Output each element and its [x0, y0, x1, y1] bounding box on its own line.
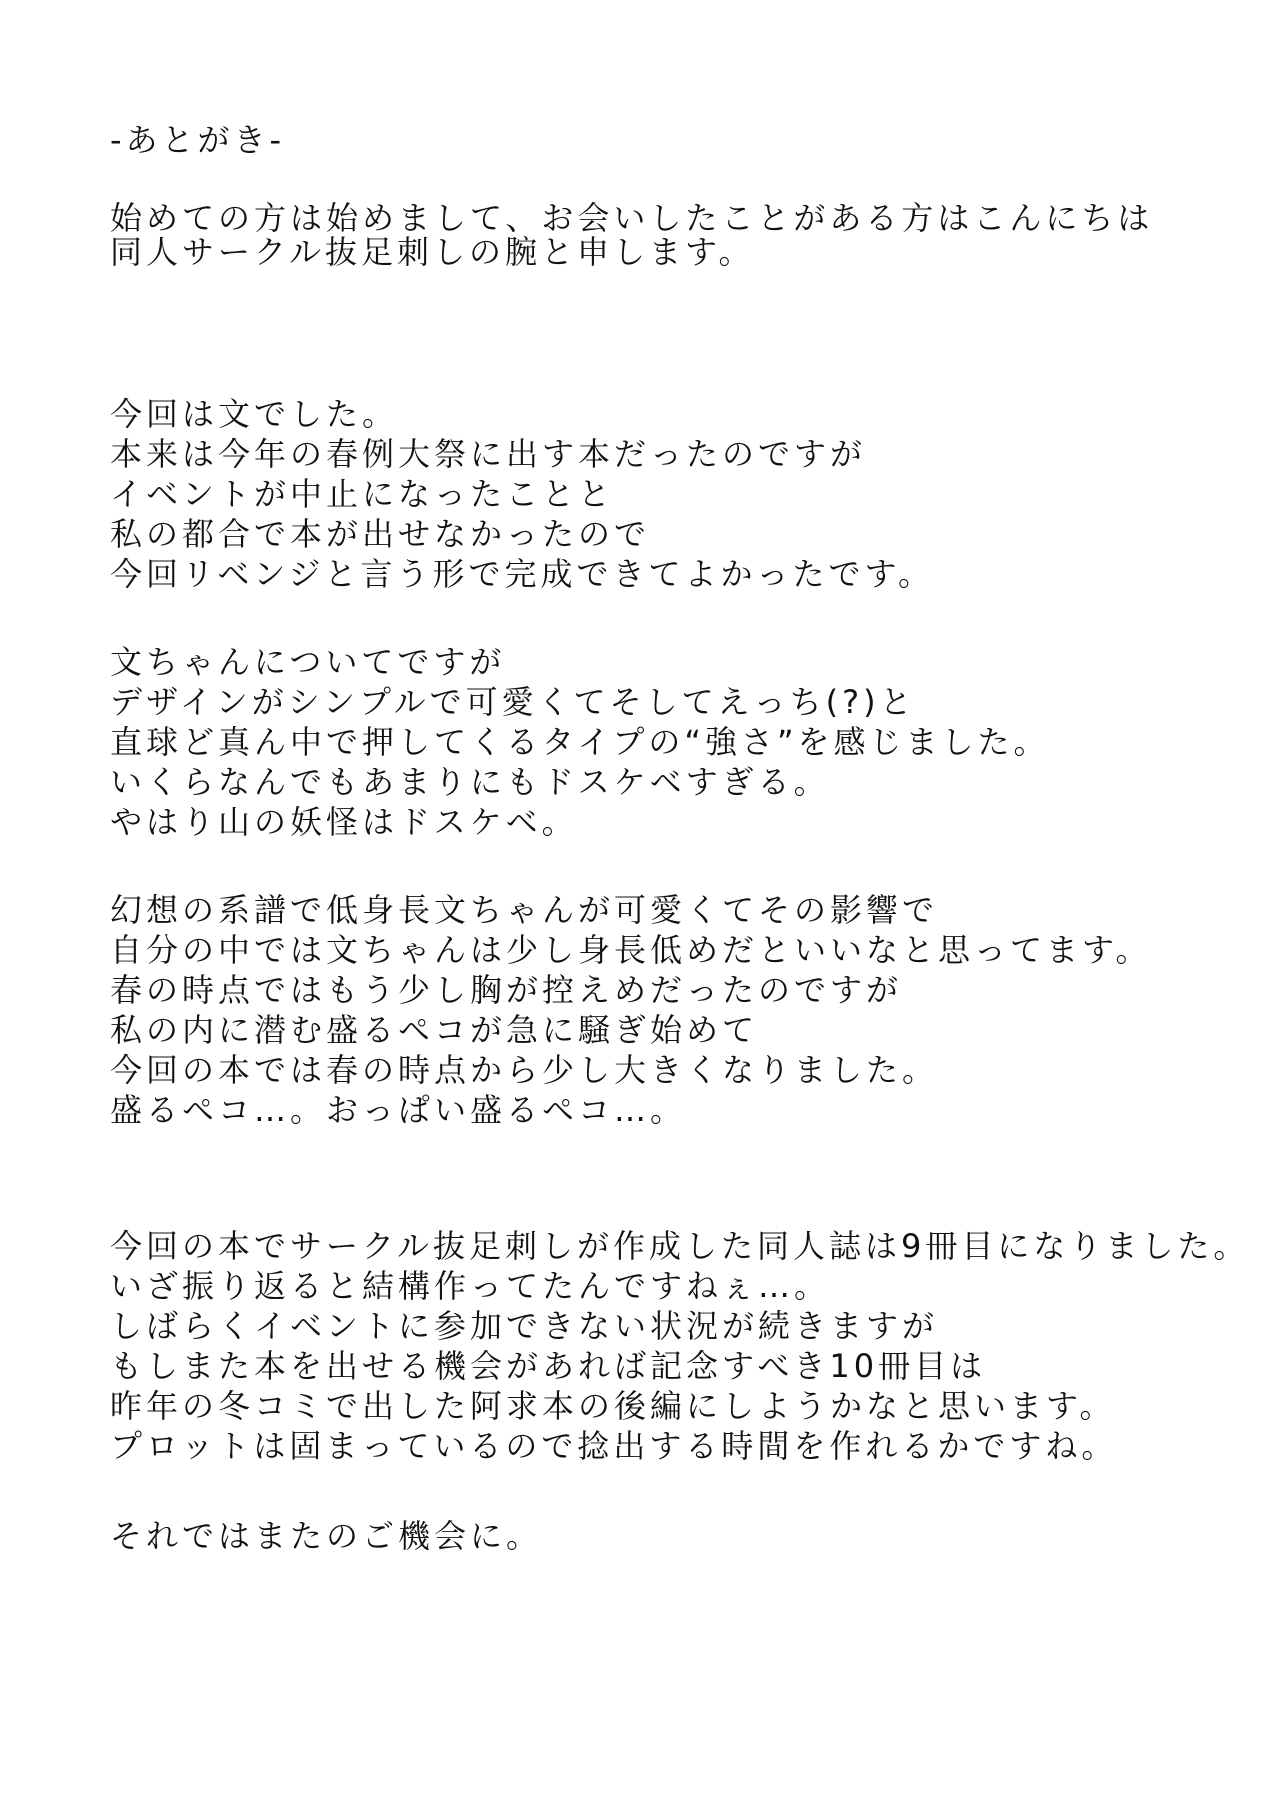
para2-line-2: デザインがシンプルで可愛くてそしてえっち(?)と: [110, 683, 916, 721]
para3-line-1: 幻想の系譜で低身長文ちゃんが可愛くてその影響で: [110, 891, 939, 929]
para3-line-4: 私の内に潜む盛るペコが急に騒ぎ始めて: [110, 1011, 759, 1049]
para1-line-4: 私の都合で本が出せなかったので: [110, 515, 651, 553]
para1-line-3: イベントが中止になったことと: [110, 475, 615, 513]
para2-line-3: 直球ど真ん中で押してくるタイプの“強さ”を感じました。: [110, 723, 1050, 761]
afterword-title: -あとがき-: [110, 121, 286, 159]
closing-line: それではまたのご機会に。: [110, 1517, 543, 1555]
para2-line-4: いくらなんでもあまりにもドスケベすぎる。: [110, 763, 830, 801]
para3-line-2: 自分の中では文ちゃんは少し身長低めだといいなと思ってます。: [110, 931, 1152, 969]
para4-line-6: プロットは固まっているので捻出する時間を作れるかですね。: [110, 1427, 1118, 1465]
para1-line-1: 今回は文でした。: [110, 395, 399, 433]
para3-line-5: 今回の本では春の時点から少し大きくなりました。: [110, 1051, 939, 1089]
greeting-line-2: 同人サークル抜足刺しの腕と申します。: [110, 233, 755, 271]
para2-line-5: やはり山の妖怪はドスケベ。: [110, 803, 578, 841]
para4-line-3: しばらくイベントに参加できない状況が続きますが: [110, 1307, 939, 1345]
para4-line-5: 昨年の冬コミで出した阿求本の後編にしようかなと思います。: [110, 1387, 1116, 1425]
greeting-line-1: 始めての方は始めまして、お会いしたことがある方はこんにちは: [110, 199, 1154, 237]
para2-line-1: 文ちゃんについてですが: [110, 643, 506, 681]
para1-line-2: 本来は今年の春例大祭に出す本だったのですが: [110, 435, 867, 473]
para4-line-4: もしまた本を出せる機会があれば記念すべき10冊目は: [110, 1347, 987, 1385]
para3-line-3: 春の時点ではもう少し胸が控えめだったのですが: [110, 971, 903, 1009]
para4-line-1: 今回の本でサークル抜足刺しが作成した同人誌は9冊目になりました。: [110, 1227, 1250, 1265]
para3-line-6: 盛るペコ…。おっぱい盛るペコ…。: [110, 1091, 687, 1129]
para4-line-2: いざ振り返ると結構作ってたんですねぇ…。: [110, 1267, 831, 1305]
para1-line-5: 今回リベンジと言う形で完成できてよかったです。: [110, 555, 935, 593]
